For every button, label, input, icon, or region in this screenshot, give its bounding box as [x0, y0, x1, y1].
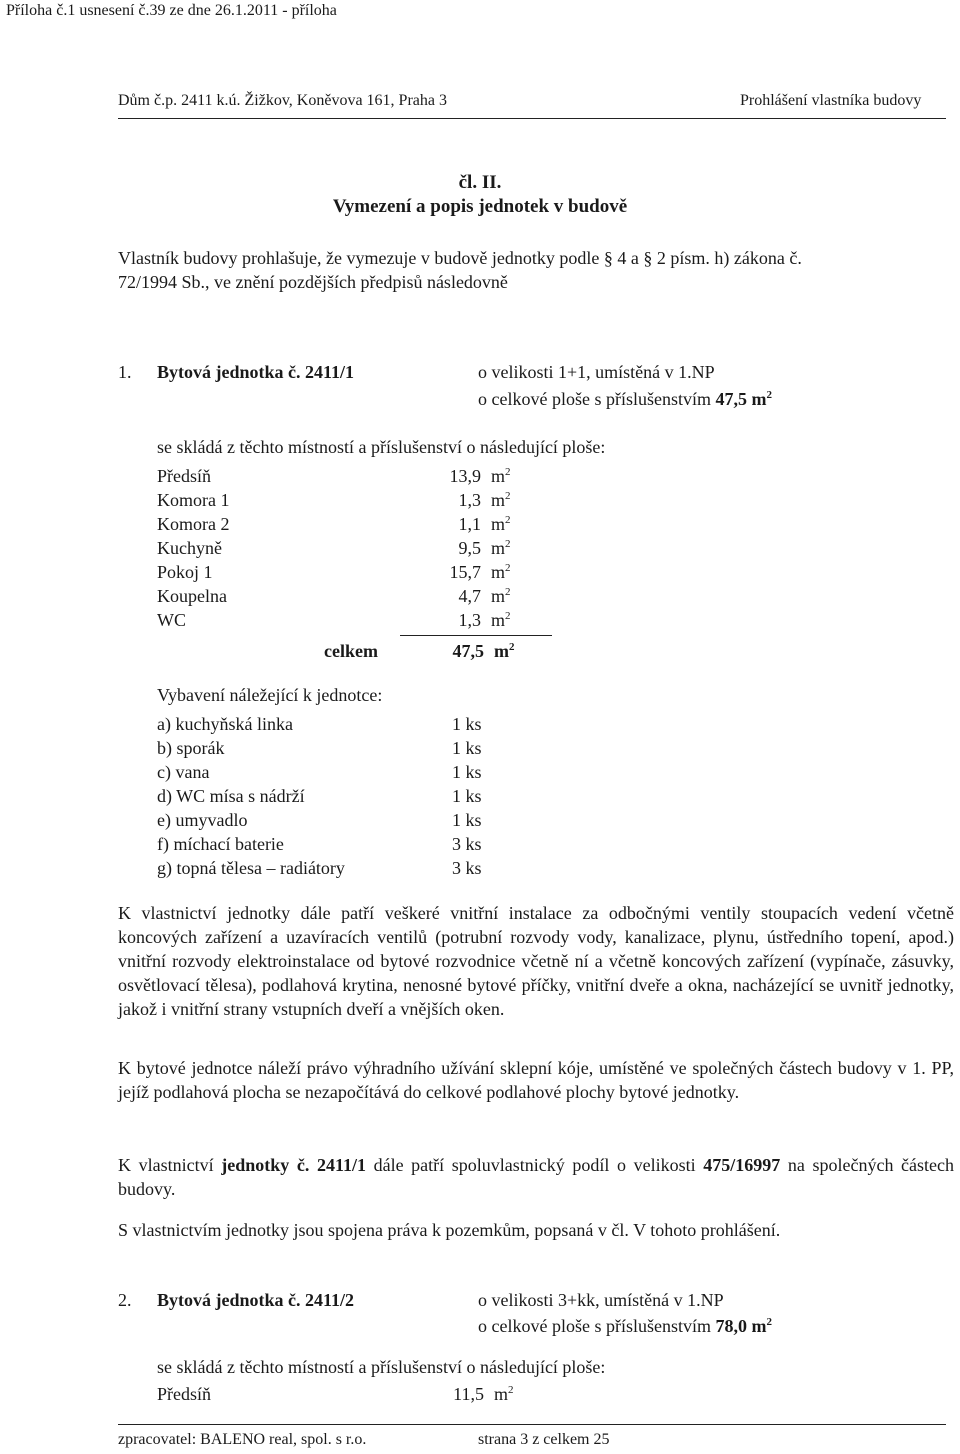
- equipment-qty: 1 ks: [452, 810, 482, 830]
- unit2-room-unit-sup: 2: [508, 1384, 514, 1396]
- unit2-area-value: 78,0 m: [715, 1316, 767, 1336]
- room-name: WC: [157, 610, 186, 630]
- equipment-row: [157, 832, 482, 856]
- equipment-name: g) topná tělesa – radiátory: [157, 858, 345, 878]
- header-address: Dům č.p. 2411 k.ú. Žižkov, Koněvova 161, Praha 3: [118, 92, 447, 109]
- equipment-row: [157, 808, 482, 832]
- unit2-size: o velikosti 3+kk, umístěná v 1.NP: [478, 1290, 724, 1310]
- unit1-rooms-intro: se skládá z těchto místností a příslušenství o následující ploše:: [157, 437, 606, 457]
- room-row: [157, 464, 541, 488]
- total-unit: m: [494, 641, 509, 661]
- equipment-row: [157, 784, 482, 808]
- room-name: Předsíň: [157, 466, 211, 486]
- room-name: Kuchyně: [157, 538, 222, 558]
- room-unit: m: [491, 610, 506, 630]
- room-unit: m: [491, 490, 506, 510]
- unit1-area-value: 47,5 m: [715, 389, 767, 409]
- equipment-name: f) míchací baterie: [157, 834, 284, 854]
- footer-author: zpracovatel: BALENO real, spol. s r.o.: [118, 1431, 367, 1448]
- room-row: [157, 488, 541, 512]
- footer-rule: [118, 1424, 946, 1425]
- room-unit-sup: 2: [505, 490, 511, 502]
- share-text-e: na společných částech budovy.: [118, 1155, 955, 1199]
- equipment-name: a) kuchyňská linka: [157, 714, 293, 734]
- unit2-room-name: Předsíň: [157, 1384, 211, 1404]
- equipment-name: e) umyvadlo: [157, 810, 248, 830]
- unit1-area-prefix: o celkové ploše s příslušenstvím: [478, 389, 711, 409]
- equipment-name: b) sporák: [157, 738, 225, 758]
- unit1-size: o velikosti 1+1, umístěná v 1.NP: [478, 362, 715, 382]
- unit2-area-sup: 2: [766, 1316, 772, 1328]
- room-area: 4,7: [458, 586, 481, 606]
- equipment-row: [157, 712, 482, 736]
- share-unit: jednotky č. 2411/1: [221, 1155, 366, 1175]
- header-doc-title: Prohlášení vlastníka budovy: [740, 92, 922, 109]
- total-unit-sup: 2: [509, 641, 515, 653]
- intro-line-2: 72/1994 Sb., ve znění pozdějších předpisů následovně: [118, 272, 508, 292]
- equipment-row: [157, 856, 482, 880]
- equipment-table: [157, 712, 482, 880]
- unit2-area-prefix: o celkové ploše s příslušenstvím: [478, 1316, 711, 1336]
- equipment-qty: 1 ks: [452, 786, 482, 806]
- total-rule: [400, 635, 552, 636]
- equipment-qty: 1 ks: [452, 738, 482, 758]
- share-text-c: dále patří spoluvlastnický podíl o velikosti: [373, 1155, 696, 1175]
- annex-note: Příloha č.1 usnesení č.39 ze dne 26.1.2011 - příloha: [6, 2, 337, 19]
- paragraph-share: [118, 1153, 954, 1201]
- room-area: 1,1: [458, 514, 481, 534]
- room-unit-sup: 2: [505, 562, 511, 574]
- room-unit-sup: 2: [505, 466, 511, 478]
- equipment-qty: 1 ks: [452, 762, 482, 782]
- equipment-qty: 3 ks: [452, 858, 482, 878]
- room-unit-sup: 2: [505, 586, 511, 598]
- room-area: 1,3: [458, 610, 481, 630]
- room-row: [157, 584, 541, 608]
- unit1-area: [478, 389, 772, 410]
- paragraph-installations: K vlastnictví jednotky dále patří veškeré vnitřní instalace za odbočnými ventily stoupacích vedení včetně koncových zařízení a uzavíracích ventilů (potrubní rozvody vody, kanalizace, plynu, ústředního topení, apod.) vnitřní rozvody elektroinstalace od bytové rozvodnice včetně ní a včetně koncových zařízení (vypínače, zásuvky, osvětlovací tělesa), podlahová krytina, nenosné bytové příčky, vnitřní dveře a okna, nacházející se uvnitř jednotky, jakož i vnitřní strany vstupních dveří a vnějších oken.: [118, 903, 954, 1019]
- room-area: 15,7: [449, 562, 481, 582]
- unit2-title: Bytová jednotka č. 2411/2: [157, 1290, 355, 1310]
- unit2-area: [478, 1316, 772, 1337]
- equipment-row: [157, 760, 482, 784]
- share-ratio: 475/16997: [703, 1155, 781, 1175]
- room-unit: m: [491, 586, 506, 606]
- room-row: [157, 560, 541, 584]
- equipment-name: d) WC mísa s nádrží: [157, 786, 305, 806]
- room-unit-sup: 2: [505, 538, 511, 550]
- paragraph-cellar: K bytové jednotce náleží právo výhradního užívání sklepní kóje, umístěné ve společných částech budovy v 1. PP, jejíž podlahová plocha se nezapočítává do celkové podlahové plochy bytové jednotky.: [118, 1058, 954, 1102]
- total-label: celkem: [324, 641, 378, 661]
- room-area: 9,5: [458, 538, 481, 558]
- room-unit: m: [491, 562, 506, 582]
- room-name: Koupelna: [157, 586, 227, 606]
- equipment-intro: Vybavení náležející k jednotce:: [157, 685, 383, 705]
- room-unit: m: [491, 466, 506, 486]
- room-area: 13,9: [449, 466, 481, 486]
- equipment-row: [157, 736, 482, 760]
- unit2-room-unit: m: [494, 1384, 509, 1404]
- room-name: Pokoj 1: [157, 562, 213, 582]
- room-name: Komora 1: [157, 490, 230, 510]
- footer-page-number: strana 3 z celkem 25: [478, 1431, 610, 1448]
- paragraph-land-rights: S vlastnictvím jednotky jsou spojena práva k pozemkům, popsaná v čl. V tohoto prohlášení.: [118, 1220, 781, 1240]
- room-row: [157, 608, 541, 632]
- unit1-rooms-table: [157, 464, 541, 632]
- unit2-index: 2.: [118, 1290, 132, 1310]
- section-title: Vymezení a popis jednotek v budově: [332, 196, 628, 217]
- section-number: čl. II.: [458, 172, 502, 193]
- room-row: [157, 536, 541, 560]
- room-name: Komora 2: [157, 514, 230, 534]
- share-text-a: K vlastnictví: [118, 1155, 214, 1175]
- room-unit-sup: 2: [505, 610, 511, 622]
- unit1-index: 1.: [118, 362, 132, 382]
- total-value: 47,5: [452, 641, 484, 661]
- room-unit: m: [491, 538, 506, 558]
- unit1-area-sup: 2: [766, 389, 772, 401]
- equipment-qty: 1 ks: [452, 714, 482, 734]
- intro-line-1: Vlastník budovy prohlašuje, že vymezuje v budově jednotky podle § 4 a § 2 písm. h) zákona č.: [118, 248, 802, 268]
- equipment-qty: 3 ks: [452, 834, 482, 854]
- room-unit: m: [491, 514, 506, 534]
- unit1-title: Bytová jednotka č. 2411/1: [157, 362, 355, 382]
- unit2-rooms-intro: se skládá z těchto místností a příslušenství o následující ploše:: [157, 1357, 606, 1377]
- room-area: 1,3: [458, 490, 481, 510]
- header-rule: [118, 118, 946, 119]
- room-row: [157, 512, 541, 536]
- room-unit-sup: 2: [505, 514, 511, 526]
- equipment-name: c) vana: [157, 762, 210, 782]
- unit2-room-area: 11,5: [453, 1384, 484, 1404]
